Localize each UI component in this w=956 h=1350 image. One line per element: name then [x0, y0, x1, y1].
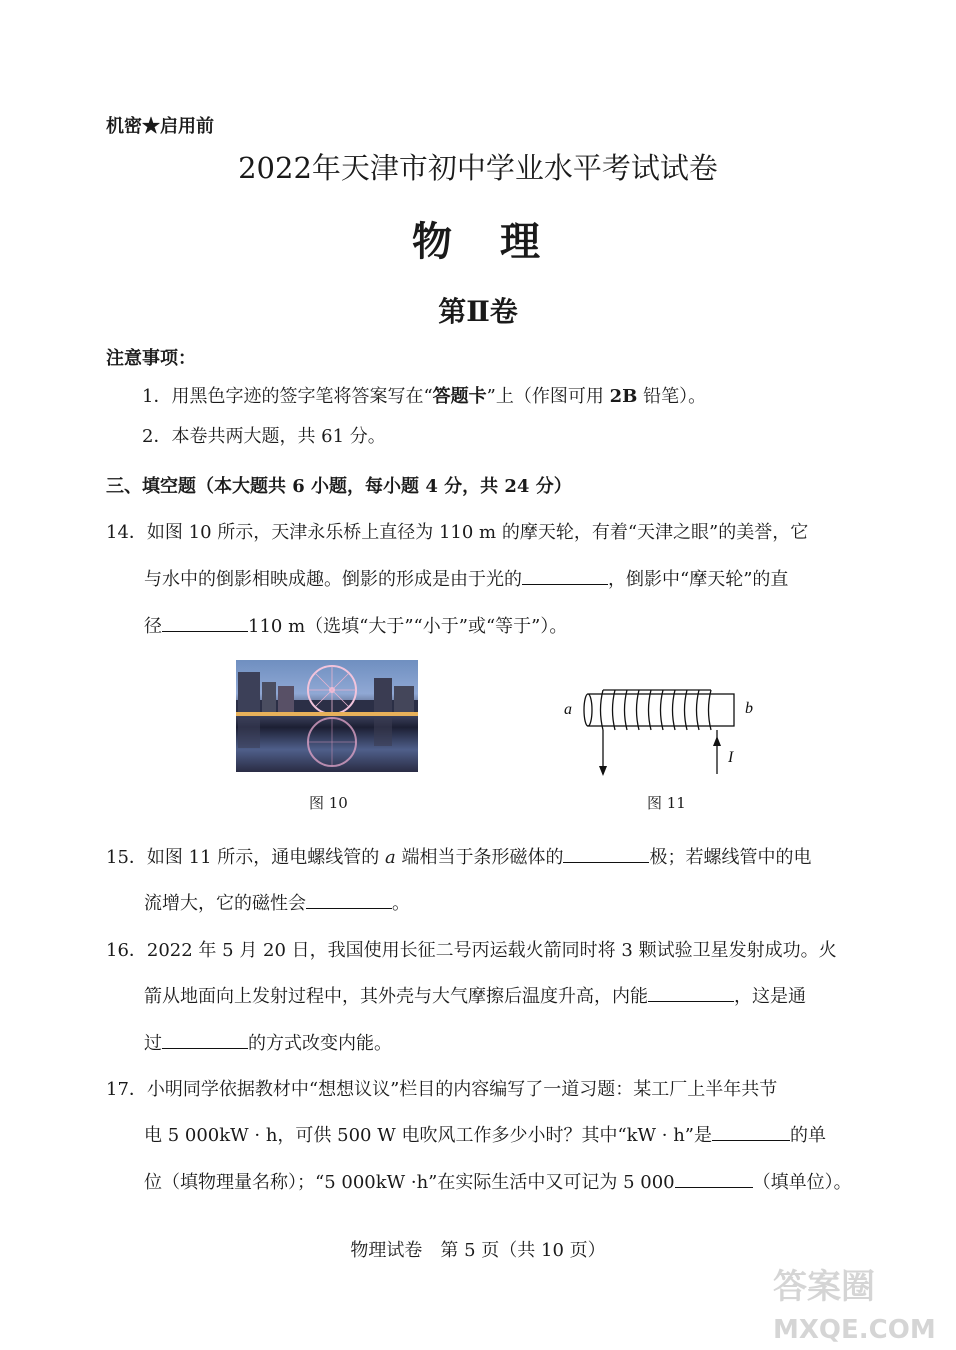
q16-line-2: 箭从地面向上发射过程中，其外壳与大气摩擦后温度升高，内能 ，这是通	[144, 986, 806, 1007]
answer-blank[interactable]	[675, 1171, 753, 1188]
notice-item-2: 2．本卷共两大题，共 61 分。	[142, 426, 386, 447]
coil-windings	[601, 690, 712, 730]
solenoid-diagram	[558, 680, 768, 784]
confidential-label: 机密★启用前	[106, 116, 214, 137]
current-label: I	[728, 749, 734, 766]
q15-line-2: 流增大，它的磁性会 。	[144, 893, 410, 914]
core-end	[584, 694, 592, 726]
end-b-label: b	[745, 700, 753, 717]
q16-line-1: 16．2022 年 5 月 20 日，我国使用长征二号丙运载火箭同时将 3 颗试验卫星发射成功。火	[106, 940, 837, 961]
watermark-text-2: MXQE.COM	[773, 1315, 936, 1344]
notice-title: 注意事项：	[106, 348, 196, 369]
answer-blank[interactable]	[162, 1032, 248, 1049]
up-arrow	[713, 736, 721, 746]
figure-11-caption: 图 11	[647, 794, 686, 812]
answer-blank[interactable]	[306, 892, 392, 909]
answer-blank[interactable]	[712, 1124, 790, 1141]
q14-line-2: 与水中的倒影相映成趣。倒影的形成是由于光的 ，倒影中“摩天轮”的直	[144, 569, 789, 590]
subject-title: 物 理	[412, 218, 544, 265]
notice-item-1: 1．用黑色字迹的签字笔将答案写在“答题卡”上（作图可用 2B 铅笔）。	[142, 386, 707, 407]
end-a-label: a	[564, 701, 572, 718]
answer-blank[interactable]	[162, 615, 248, 632]
ferris-wheel-illustration	[236, 660, 418, 772]
figure-10-caption: 图 10	[309, 794, 348, 812]
watermark-logo	[769, 1258, 944, 1344]
volume-title: 第Ⅱ卷	[438, 295, 518, 328]
ferris-wheel-photo	[236, 660, 418, 772]
q16-line-3: 过 的方式改变内能。	[144, 1033, 392, 1054]
answer-blank[interactable]	[648, 985, 734, 1002]
answer-blank[interactable]	[563, 846, 649, 863]
q14-line-3: 径 110 m（选填“大于”“小于”或“等于”）。	[144, 616, 568, 637]
section-title: 三、填空题（本大题共 6 小题，每小题 4 分，共 24 分）	[106, 476, 572, 497]
q17-line-1: 17．小明同学依据教材中“想想议议”栏目的内容编写了一道习题：某工厂上半年共节	[106, 1079, 778, 1100]
q15-line-1: 15．如图 11 所示，通电螺线管的 a 端相当于条形磁体的 极；若螺线管中的电	[106, 847, 812, 868]
down-arrow	[599, 766, 607, 776]
q17-line-2: 电 5 000kW · h，可供 500 W 电吹风工作多少小时？其中“kW · h”是 的单	[144, 1125, 827, 1146]
q14-line-1: 14．如图 10 所示，天津永乐桥上直径为 110 m 的摩天轮，有着“天津之眼”的美誉，它	[106, 522, 809, 543]
exam-title: 2022年天津市初中学业水平考试试卷	[238, 151, 718, 185]
page-footer: 物理试卷 第 5 页（共 10 页）	[350, 1240, 606, 1261]
answer-blank[interactable]	[522, 568, 608, 585]
watermark-text-1: 答案圈	[773, 1267, 875, 1307]
q17-line-3: 位（填物理量名称）；“5 000kW ·h”在实际生活中又可记为 5 000 （填单位）。	[144, 1172, 852, 1193]
